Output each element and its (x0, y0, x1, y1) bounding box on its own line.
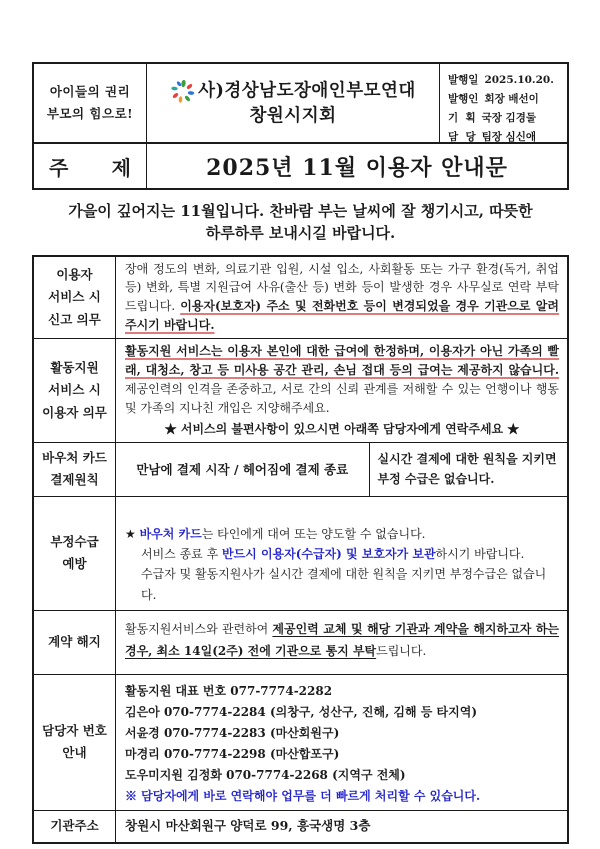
payment-rule-cell: 만남에 결제 시작 / 헤어짐에 결제 종료 (136, 461, 349, 477)
row-label-line: 활동지원 (50, 359, 99, 375)
organization-name-line-2: 창원시지회 (249, 106, 337, 127)
meta-value: 회장 배선이 (484, 92, 539, 105)
payment-note-line-2: 부정 수급은 없습니다. (377, 471, 495, 486)
meta-label: 발행인 (448, 92, 479, 105)
organization-name-line-1 (170, 78, 416, 105)
meta-planner (448, 109, 562, 128)
meta-publisher (448, 90, 562, 109)
termination-underlined-text: 제공인력 교체 및 해당 기관과 계약을 해지하고자 하는 경우, 최소 14일(2주) 전에 기관으로 통지 부탁 (125, 621, 559, 659)
row-report-duty (34, 257, 567, 340)
row-payment-principle (34, 443, 567, 497)
report-duty-underlined-text: 이용자(보호자) 주소 및 전화번호 등이 변경되었을 경우 기관으로 알려주시기 바랍니다. (125, 299, 559, 333)
row-label-office-address (34, 811, 116, 842)
user-duty-paragraphs (125, 342, 559, 418)
subject-row (34, 144, 567, 188)
user-duty-underlined-text: 활동지원 서비스는 이용자 본인에 대한 급여에 한정하며, 이용자가 아닌 가족의 빨래, 대청소, 창고 등 미사용 공간 관리, 손님 접대 등의 급여는 제공하지 않습니다. (125, 344, 559, 378)
row-content-report-duty (116, 257, 567, 339)
user-duty-text: 제공인력의 인격을 존중하고, 서로 간의 신뢰 관계를 저해할 수 있는 언행이나 행동 및 가족의 지나친 개입은 지양해주세요. (125, 382, 559, 416)
greeting-paragraph (32, 201, 569, 245)
row-office-address (34, 811, 567, 842)
contact-person-3: 마경리 070-7774-2298 (마산합포구) (125, 746, 340, 761)
row-label-payment-principle (34, 443, 116, 496)
organization-cell (147, 64, 440, 142)
termination-text-pre: 활동지원서비스와 관련하여 (125, 621, 273, 636)
row-label-line: 결제원칙 (50, 472, 99, 488)
row-contact-numbers (34, 675, 567, 811)
row-label-line: 신고 의무 (48, 311, 101, 327)
row-content-user-duty (116, 339, 567, 442)
row-label-line: 부정수급 (50, 533, 99, 549)
fraud-line-1-rest: 는 타인에게 대여 또는 양도할 수 없습니다. (201, 526, 426, 541)
greeting-line-2: 하루하루 보내시길 바랍니다. (205, 223, 396, 242)
subject-label-char-2: 제 (111, 155, 131, 180)
report-duty-text: 장애 정도의 변화, 의료기관 입원, 시설 입소, 사회활동 또는 가구 환경(독거, 취업 등) 변화, 특별 지원급여 사유(출산 등) 변화 등이 발생한 경우 사무실로 연락 부탁드립니다. (125, 261, 559, 314)
document-title: 2025년 11월 이용자 안내문 (206, 154, 508, 181)
row-content-contract-termination (116, 611, 567, 674)
subject-label-char-1: 주 (49, 155, 69, 180)
slogan-cell (34, 64, 147, 142)
meta-label: 발행일 (448, 74, 479, 86)
row-label-line: 계약 해지 (48, 633, 101, 649)
notice-table (32, 255, 569, 844)
office-address-value: 창원시 마산회원구 양덕로 99, 흥국생명 3층 (125, 818, 371, 834)
row-label-line: 서비스 시 (48, 382, 101, 398)
subject-label-cell (34, 144, 147, 188)
meta-publish-date (448, 71, 562, 90)
row-label-line: 예방 (62, 556, 87, 572)
meta-label: 기 획 (448, 111, 476, 124)
fraud-line-1 (125, 524, 559, 544)
row-user-duty (34, 339, 567, 443)
row-content-fraud-prevention (116, 497, 567, 610)
star-glyph: ★ (125, 526, 140, 541)
greeting-line-1: 가을이 깊어지는 11월입니다. 찬바람 부는 날씨에 잘 챙기시고, 따뜻한 (68, 202, 533, 220)
row-label-fraud-prevention (34, 497, 116, 610)
publication-meta-cell (440, 64, 567, 142)
document-content (32, 62, 569, 844)
row-label-contact-numbers (34, 675, 116, 810)
slogan-line-1: 아이들의 권리 (49, 84, 131, 100)
meta-value: 팀장 심신애 (481, 130, 536, 143)
meta-value: 2025.10.20. (484, 74, 554, 86)
row-label-line: 안내 (62, 745, 87, 761)
contact-person-2: 서윤경 070-7774-2283 (마산회원구) (125, 725, 340, 740)
flower-burst-icon (170, 78, 197, 105)
contact-main-number: 활동지원 대표 번호 077-7774-2282 (125, 683, 333, 698)
row-fraud-prevention (34, 497, 567, 611)
header-top-row (34, 64, 567, 144)
contact-person-1: 김은아 070-7774-2284 (의창구, 성산구, 진해, 김해 등 타지역) (125, 704, 478, 719)
payment-note-cell (369, 443, 567, 496)
fraud-line-2-highlight: 반드시 이용자(수급자) 및 보호자가 보관 (222, 547, 436, 562)
contact-person-4: 도우미지원 김정화 070-7774-2268 (지역구 전체) (125, 767, 406, 782)
row-content-contact-numbers (116, 675, 567, 810)
user-duty-star-notice: ★ 서비스의 불편사항이 있으시면 아래쪽 담당자에게 연락주세요 ★ (164, 422, 520, 437)
row-content-payment-principle (116, 443, 567, 496)
row-label-line: 서비스 시 (48, 289, 101, 305)
meta-value: 국장 김경둘 (481, 111, 536, 124)
fraud-line-2 (125, 544, 559, 564)
row-label-line: 기관주소 (50, 817, 99, 833)
payment-note-line-1: 실시간 결제에 대한 원칙을 지키면 (377, 452, 557, 467)
slogan-line-2: 부모의 힘으로! (46, 106, 134, 121)
row-label-user-duty (34, 339, 116, 442)
row-label-report-duty (34, 257, 116, 339)
row-label-line: 이용자 (56, 266, 93, 282)
fraud-line-2-rest: 하시기 바랍니다. (435, 547, 525, 562)
row-label-line: 이용자 의무 (42, 404, 107, 420)
row-label-line: 바우처 카드 (42, 449, 107, 465)
contact-note: ※ 담당자에게 바로 연락해야 업무를 더 빠르게 처리할 수 있습니다. (125, 788, 481, 803)
fraud-line-1-highlight: 바우처 카드 (139, 526, 202, 541)
document-header (32, 62, 569, 190)
meta-label: 담 당 (448, 130, 476, 143)
row-contract-termination (34, 611, 567, 675)
row-label-line: 담당자 번호 (42, 722, 107, 738)
row-label-contract-termination (34, 611, 116, 674)
fraud-line-3: 수급자 및 활동지원사가 실시간 결제에 대한 원칙을 지키면 부정수급은 없습니다. (141, 567, 547, 602)
organization-name-text-1: 사)경상남도장애인부모연대 (198, 81, 416, 102)
termination-text-rest: 드립니다. (376, 644, 427, 659)
fraud-line-2-pre: 서비스 종료 후 (141, 547, 222, 562)
